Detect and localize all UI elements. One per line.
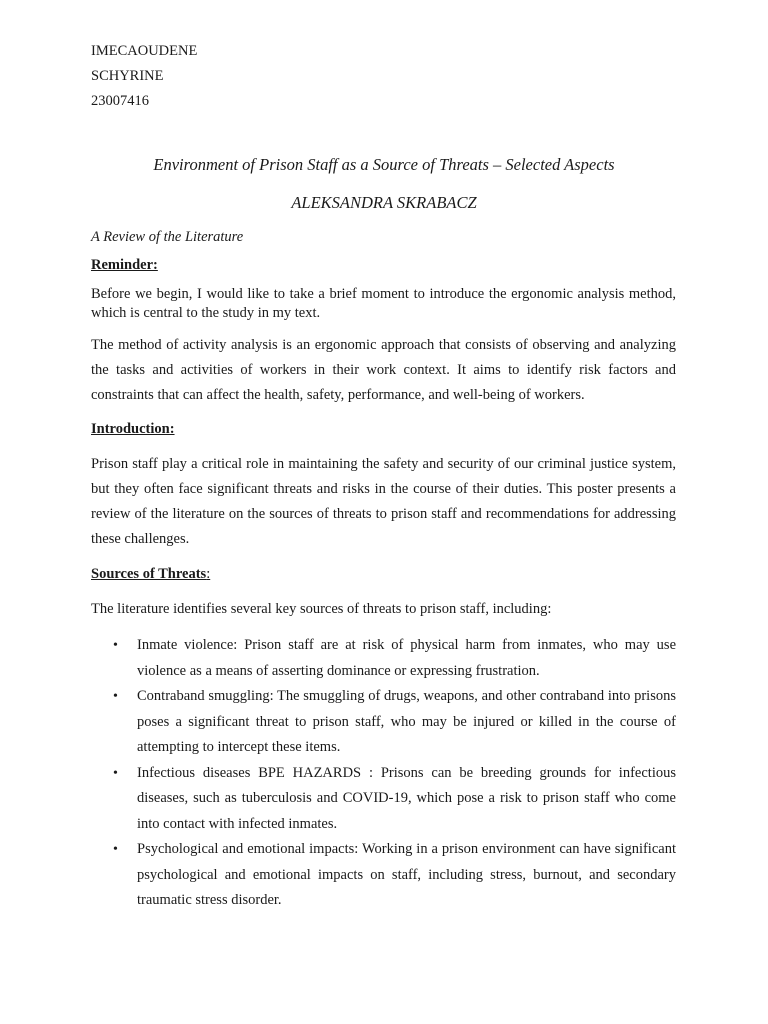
list-item-text: Inmate violence: Prison staff are at risk of physical harm from inmates, who may use violence as a means of asserting dominance or expressing frustration. xyxy=(137,637,676,679)
bullet-icon: • xyxy=(113,689,118,704)
threat-sources-list xyxy=(91,633,676,914)
student-firstname: SCHYRINE xyxy=(91,68,164,84)
document-author: ALEKSANDRA SKRABACZ xyxy=(291,193,477,212)
introduction-paragraph: Prison staff play a critical role in maintaining the safety and security of our criminal justice system, but they often face significant threats and risks in the course of their duties. This poster presents a review of the literature on the sources of threats to prison staff and recommendations for addressing these challenges. xyxy=(91,456,676,547)
list-item xyxy=(91,633,676,684)
bullet-icon: • xyxy=(113,638,118,653)
bullet-icon: • xyxy=(113,765,118,781)
list-item xyxy=(91,761,676,838)
list-item xyxy=(91,837,676,914)
sources-intro-paragraph: The literature identifies several key sources of threats to prison staff, including: xyxy=(91,601,552,617)
list-item-text: Infectious diseases BPE HAZARDS : Prisons can be breeding grounds for infectious diseases, such as tuberculosis and COVID-19, which pose a risk to prison staff who come into contact with infected inmates. xyxy=(137,764,676,832)
reminder-paragraph-2: The method of activity analysis is an ergonomic approach that consists of observing and analyzing the tasks and activities of workers in their work context. It aims to identify risk factors and constraints that can affect the health, safety, performance, and well-being of workers. xyxy=(91,337,676,403)
introduction-heading: Introduction: xyxy=(91,421,175,437)
student-lastname: IMECAOUDENE xyxy=(91,43,198,59)
list-item xyxy=(91,684,676,761)
list-item-text: Contraband smuggling: The smuggling of drugs, weapons, and other contraband into prisons poses a significant threat to prison staff, who may be injured or killed in the course of attempting to intercept these items. xyxy=(137,688,676,755)
document-title: Environment of Prison Staff as a Source of Threats – Selected Aspects xyxy=(153,155,615,174)
document-subtitle: A Review of the Literature xyxy=(91,229,244,245)
sources-heading xyxy=(91,566,210,583)
bullet-icon: • xyxy=(113,842,118,857)
sources-heading-text: Sources of Threats xyxy=(91,566,207,582)
list-item-text: Psychological and emotional impacts: Working in a prison environment can have significant psychological and emotional impacts on staff, including stress, burnout, and secondary traumatic stress disorder. xyxy=(137,841,676,908)
student-id: 23007416 xyxy=(91,93,149,109)
reminder-paragraph-1: Before we begin, I would like to take a brief moment to introduce the ergonomic analysis method, which is central to the study in my text. xyxy=(91,286,676,321)
sources-heading-colon: : xyxy=(206,566,211,582)
reminder-heading: Reminder: xyxy=(91,257,158,273)
